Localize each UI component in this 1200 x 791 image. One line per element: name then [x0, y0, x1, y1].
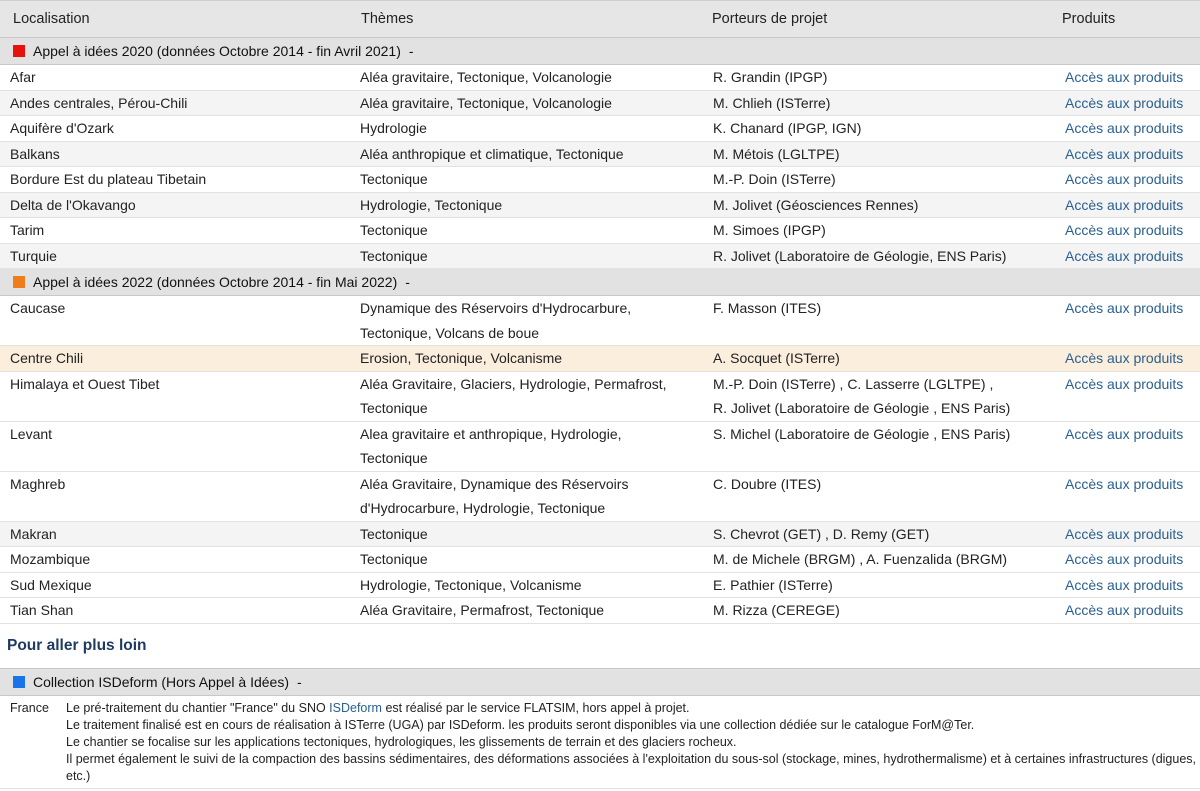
table-row: [0, 598, 1200, 624]
table-row: [0, 471, 1200, 521]
group-header-2022[interactable]: [0, 269, 1200, 296]
paragraph: [66, 700, 1200, 717]
themes-line: Aléa Gravitaire, Dynamique des Réservoirs: [360, 475, 629, 492]
themes-cell: Tectonique: [360, 171, 428, 187]
themes-cell: Aléa gravitaire, Tectonique, Volcanologie: [360, 69, 612, 85]
products-link[interactable]: Accès aux produits: [1065, 94, 1184, 111]
products-link[interactable]: Accès aux produits: [1065, 247, 1184, 264]
products-link[interactable]: Accès aux produits: [1065, 551, 1184, 567]
products-link[interactable]: Accès aux produits: [1065, 576, 1184, 593]
porteurs-cell: K. Chanard (IPGP, IGN): [713, 120, 862, 136]
table-row: [0, 90, 1200, 116]
themes-line: Erosion, Tectonique, Volcanisme: [360, 350, 563, 366]
table-row: [0, 296, 1200, 346]
collection-header[interactable]: [0, 668, 1200, 696]
collapse-toggle[interactable]: -: [405, 274, 410, 290]
products-link[interactable]: Accès aux produits: [1065, 602, 1184, 618]
localisation-cell: Delta de l'Okavango: [10, 196, 136, 213]
porteurs-cell: M. Simoes (IPGP): [713, 222, 826, 238]
products-link[interactable]: Accès aux produits: [1065, 525, 1184, 542]
orange-square-icon: [13, 276, 25, 288]
group-title: Appel à idées 2020 (données Octobre 2014 - fin Avril 2021): [33, 43, 401, 59]
table-row: [0, 371, 1200, 421]
themes-cell: Aléa gravitaire, Tectonique, Volcanologie: [360, 94, 612, 111]
porteurs-cell: R. Grandin (IPGP): [713, 69, 828, 85]
localisation-cell: Maghreb: [10, 475, 66, 492]
collapse-toggle[interactable]: -: [408, 43, 414, 59]
localisation-cell: Centre Chili: [10, 350, 84, 366]
products-link[interactable]: Accès aux produits: [1065, 300, 1184, 316]
localisation-cell: Turquie: [10, 247, 57, 264]
porteurs-line: F. Masson (ITES): [713, 300, 822, 316]
themes-line: Aléa Gravitaire, Permafrost, Tectonique: [360, 602, 605, 618]
localisation-cell: Andes centrales, Pérou-Chili: [10, 94, 188, 111]
localisation-cell: Aquifère d'Ozark: [10, 120, 114, 136]
themes-line: Dynamique des Réservoirs d'Hydrocarbure,: [360, 300, 632, 316]
paragraph: Le traitement finalisé est en cours de réalisation à ISTerre (UGA) par ISDeform. les produits seront disponibles via une collection dédiée sur le catalogue ForM@Ter.: [66, 718, 975, 732]
paragraph: Il permet également le suivi de la compaction des bassins sédimentaires, des déformations associées à l'exploitation du sous-sol (stockage, mines, hydrothermalisme) et à certaines infrastructures (digues, etc.): [66, 752, 1197, 783]
header-localisation[interactable]: Localisation: [0, 1, 360, 38]
group-2020: [0, 38, 1200, 269]
group-2022: [0, 269, 1200, 624]
collection-title: Collection ISDeform (Hors Appel à Idées): [33, 674, 289, 690]
collection-label: France: [10, 701, 49, 715]
porteurs-line: S. Chevrot (GET) , D. Remy (GET): [713, 525, 930, 542]
themes-line: Aléa Gravitaire, Glaciers, Hydrologie, Permafrost,: [360, 375, 667, 392]
porteurs-cell: M.-P. Doin (ISTerre): [713, 171, 836, 187]
table-row: [0, 421, 1200, 471]
collection-description: [66, 700, 1200, 785]
table-header: [0, 1, 1200, 38]
products-link[interactable]: Accès aux produits: [1065, 145, 1184, 162]
table-row: [0, 65, 1200, 91]
products-link[interactable]: Accès aux produits: [1065, 375, 1184, 392]
themes-cell: Tectonique: [360, 222, 428, 238]
porteurs-line: C. Doubre (ITES): [713, 475, 822, 492]
porteurs-line: S. Michel (Laboratoire de Géologie , ENS Paris): [713, 425, 1011, 442]
localisation-cell: Himalaya et Ouest Tibet: [10, 375, 160, 392]
porteurs-line: E. Pathier (ISTerre): [713, 576, 833, 593]
group-header-2020[interactable]: [0, 38, 1200, 65]
porteurs-line: A. Socquet (ISTerre): [713, 350, 840, 366]
section-title: Pour aller plus loin: [7, 637, 147, 654]
table-row: [0, 572, 1200, 598]
porteurs-line: M. Rizza (CEREGE): [713, 602, 840, 618]
table-row: [0, 141, 1200, 167]
text: Le pré-traitement du chantier "France" du SNO: [66, 701, 330, 715]
themes-line: Tectonique: [360, 551, 428, 567]
themes-cell: Aléa anthropique et climatique, Tectonique: [360, 145, 624, 162]
table-row: [0, 218, 1200, 244]
header-produits[interactable]: Produits: [1060, 1, 1200, 38]
localisation-cell: Afar: [10, 69, 36, 85]
localisation-cell: Bordure Est du plateau Tibetain: [10, 171, 207, 187]
group-title: Appel à idées 2022 (données Octobre 2014 - fin Mai 2022): [33, 274, 398, 290]
text: est réalisé par le service FLATSIM, hors appel à projet.: [381, 701, 690, 715]
porteurs-line: M.-P. Doin (ISTerre) , C. Lasserre (LGLTPE) ,: [713, 375, 994, 392]
themes-line: Alea gravitaire et anthropique, Hydrologie,: [360, 425, 622, 442]
themes-line: Tectonique: [360, 400, 428, 416]
porteurs-line: R. Jolivet (Laboratoire de Géologie , ENS Paris): [713, 400, 1011, 416]
porteurs-cell: M. Jolivet (Géosciences Rennes): [713, 196, 919, 213]
localisation-cell: Tarim: [10, 222, 45, 238]
localisation-cell: Tian Shan: [10, 602, 74, 618]
porteurs-cell: M. Métois (LGLTPE): [713, 145, 840, 162]
themes-cell: Hydrologie: [360, 120, 427, 136]
themes-line: Tectonique: [360, 525, 428, 542]
porteurs-cell: M. Chlieh (ISTerre): [713, 94, 831, 111]
products-link[interactable]: Accès aux produits: [1065, 120, 1184, 136]
products-link[interactable]: Accès aux produits: [1065, 350, 1184, 366]
localisation-cell: Makran: [10, 525, 57, 542]
collapse-toggle[interactable]: -: [297, 674, 302, 690]
themes-line: Hydrologie, Tectonique, Volcanisme: [360, 576, 582, 593]
localisation-cell: Caucase: [10, 300, 66, 316]
products-link[interactable]: Accès aux produits: [1065, 69, 1184, 85]
table-row: [0, 346, 1200, 372]
table-row: [0, 192, 1200, 218]
themes-cell: Hydrologie, Tectonique: [360, 196, 503, 213]
themes-line: Tectonique, Volcans de boue: [360, 324, 540, 341]
collection-body: [0, 700, 1200, 789]
products-link[interactable]: Accès aux produits: [1065, 425, 1184, 442]
porteurs-cell: R. Jolivet (Laboratoire de Géologie, ENS Paris): [713, 247, 1007, 264]
red-square-icon: [13, 45, 25, 57]
localisation-cell: Mozambique: [10, 551, 91, 567]
products-link[interactable]: Accès aux produits: [1065, 222, 1184, 238]
themes-cell: Tectonique: [360, 247, 428, 264]
paragraph: Le chantier se focalise sur les applications tectoniques, hydrologiques, les glissements de terrain et des glaciers rocheux.: [66, 735, 737, 749]
table-row: [0, 116, 1200, 142]
isdeform-link[interactable]: ISDeform: [329, 701, 382, 715]
header-themes[interactable]: Thèmes: [360, 1, 710, 38]
localisation-cell: Levant: [10, 425, 53, 442]
products-link[interactable]: Accès aux produits: [1065, 475, 1184, 492]
localisation-cell: Balkans: [10, 145, 60, 162]
header-porteurs[interactable]: Porteurs de projet: [710, 1, 1060, 38]
table-row: [0, 547, 1200, 573]
porteurs-line: M. de Michele (BRGM) , A. Fuenzalida (BRGM): [713, 551, 1008, 567]
products-link[interactable]: Accès aux produits: [1065, 196, 1184, 213]
products-link[interactable]: Accès aux produits: [1065, 171, 1184, 187]
table-row: [0, 243, 1200, 269]
table-row: [0, 167, 1200, 193]
localisation-cell: Sud Mexique: [10, 576, 92, 593]
themes-line: d'Hydrocarbure, Hydrologie, Tectonique: [360, 500, 606, 516]
themes-line: Tectonique: [360, 450, 428, 466]
table-row: [0, 521, 1200, 547]
blue-square-icon: [13, 676, 25, 688]
